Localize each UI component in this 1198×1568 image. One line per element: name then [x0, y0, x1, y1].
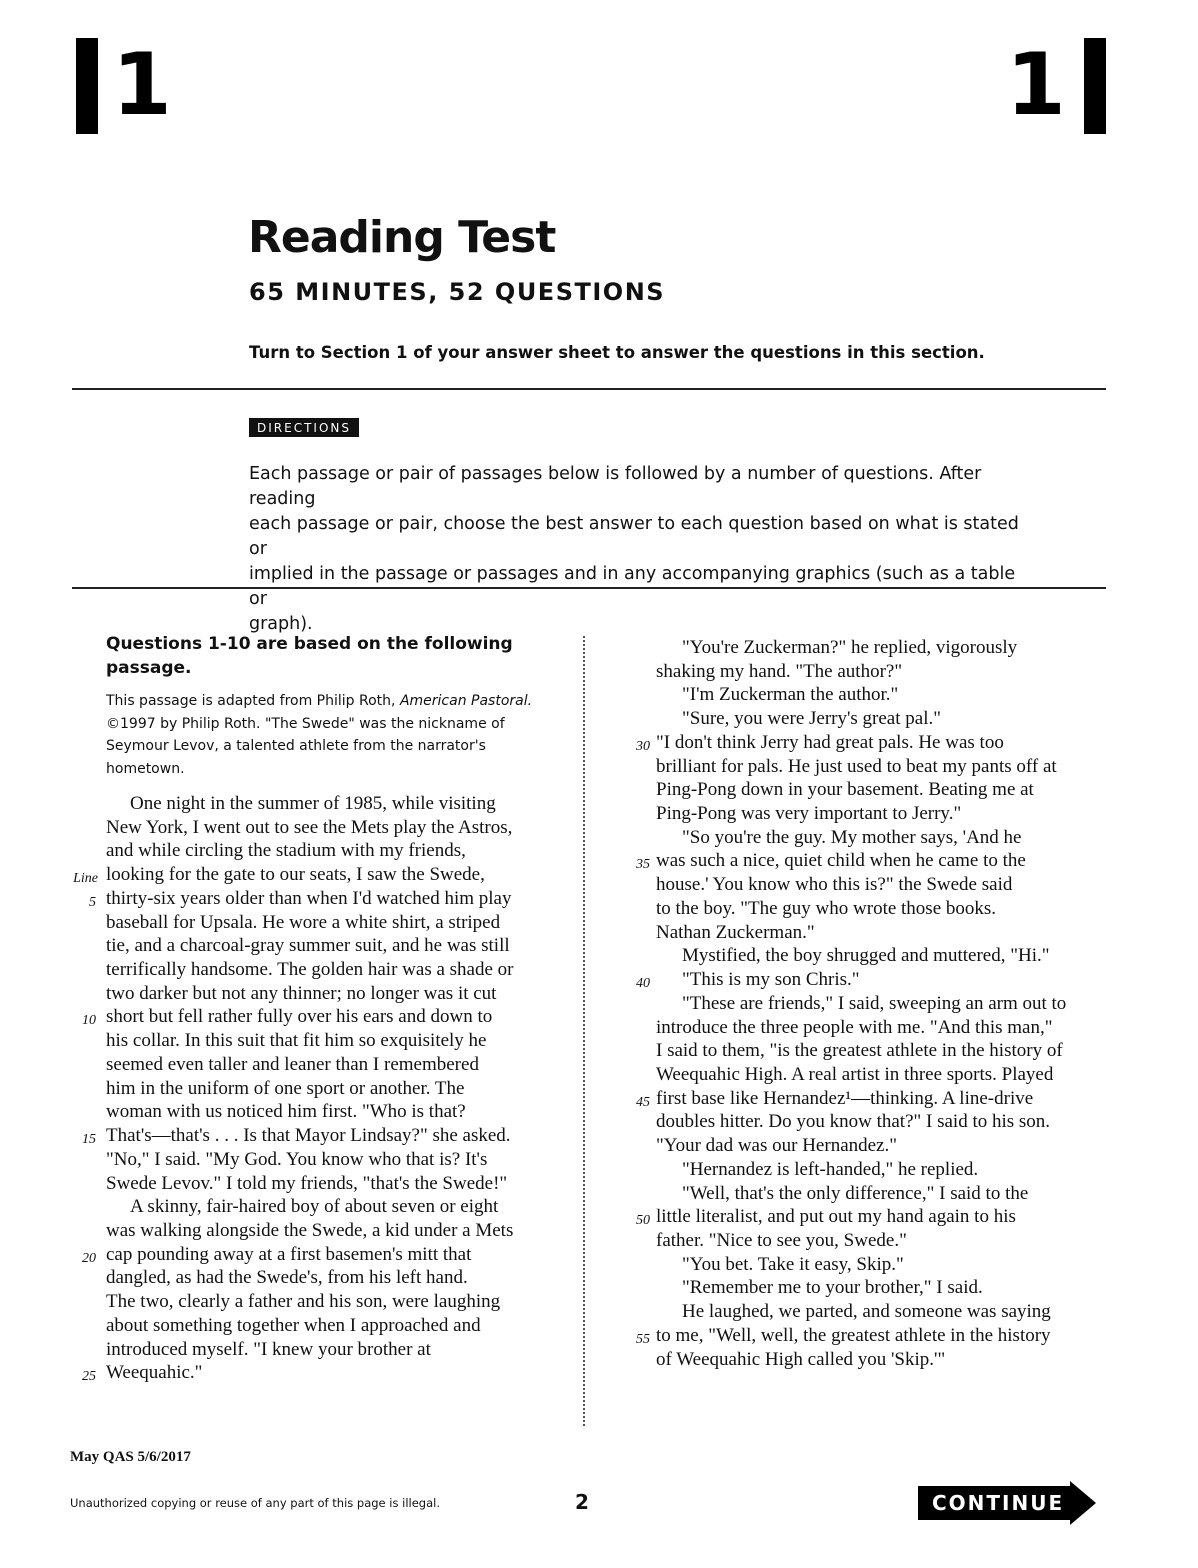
passage-line: "So you're the guy. My mother says, 'And he: [682, 826, 1022, 848]
book-title: American Pastoral.: [399, 693, 533, 709]
questions-header-line: passage.: [106, 658, 192, 678]
passage-line: Ping-Pong was very important to Jerry.": [656, 803, 962, 825]
directions-label: DIRECTIONS: [249, 418, 359, 437]
passage-line: to the boy. "The guy who wrote those books.: [656, 897, 997, 919]
continue-banner: [918, 1481, 1096, 1525]
passage-line: was walking alongside the Swede, a kid under a Mets: [106, 1219, 514, 1241]
line-number: 35: [636, 857, 650, 873]
passage-line: dangled, as had the Swede's, from his left hand.: [106, 1267, 468, 1289]
passage-line: Weequahic High. A real artist in three sports. Played: [656, 1063, 1054, 1085]
section-number-left: 1: [112, 35, 172, 135]
line-number: 5: [89, 894, 96, 910]
directions-line: implied in the passage or passages and in any accompanying graphics (such as a table or: [249, 564, 1016, 609]
passage-line: "No," I said. "My God. You know who that is? It's: [106, 1148, 488, 1170]
passage-line: Weequahic.": [106, 1362, 203, 1384]
passage-line: to me, "Well, well, the greatest athlete in the history: [656, 1324, 1051, 1346]
line-number: 20: [82, 1250, 96, 1266]
line-number: 55: [636, 1331, 650, 1347]
copyright-notice: Unauthorized copying or reuse of any part of this page is illegal.: [70, 1496, 440, 1510]
passage-line: of Weequahic High called you 'Skip.'": [656, 1348, 946, 1370]
passage-line: "Well, that's the only difference," I said to the: [682, 1182, 1029, 1204]
directions-line: each passage or pair, choose the best answer to each question based on what is stated or: [249, 514, 1019, 559]
passage-line: "You're Zuckerman?" he replied, vigorously: [682, 637, 1018, 658]
passage-line: house.' You know who this is?" the Swede said: [656, 874, 1013, 896]
passage-line: looking for the gate to our seats, I saw the Swede,: [106, 864, 485, 886]
passage-line: little literalist, and put out my hand again to his: [656, 1206, 1016, 1228]
passage-line: "These are friends," I said, sweeping an arm out to: [682, 992, 1067, 1014]
passage-line: I said to them, "is the greatest athlete in the history of: [656, 1040, 1063, 1062]
passage-line: "Your dad was our Hernandez.": [656, 1135, 897, 1157]
line-number: 10: [82, 1013, 96, 1029]
questions-header-line: Questions 1-10 are based on the following: [106, 634, 513, 654]
line-number: 30: [636, 738, 650, 754]
section-number-right: 1: [1006, 35, 1066, 135]
passage-line: thirty-six years older than when I'd watched him play: [106, 887, 512, 909]
intro-line: This passage is adapted from Philip Roth, American Pastoral.: [106, 693, 533, 709]
passage-line: That's—that's . . . Is that Mayor Lindsay?" she asked.: [106, 1125, 511, 1147]
passage-line: his collar. In this suit that fit him so exquisitely he: [106, 1030, 487, 1052]
passage-line: terrifically handsome. The golden hair was a shade or: [106, 959, 514, 981]
passage-line: He laughed, we parted, and someone was saying: [682, 1301, 1051, 1323]
intro-line: ©1997 by Philip Roth. "The Swede" was the nickname of: [106, 715, 505, 732]
passage-line: shaking my hand. "The author?": [656, 660, 903, 682]
page-title: Reading Test: [248, 212, 556, 263]
passage-line: tie, and a charcoal-gray summer suit, and he was still: [106, 935, 510, 957]
intro-line: Seymour Levov, a talented athlete from the narrator's: [106, 738, 486, 754]
passage-line: A skinny, fair-haired boy of about seven or eight: [130, 1196, 499, 1218]
passage-line: "I'm Zuckerman the author.": [682, 684, 899, 706]
passage-line: was such a nice, quiet child when he came to the: [656, 850, 1026, 872]
passage-line: "You bet. Take it easy, Skip.": [682, 1253, 904, 1275]
passage-line: "Hernandez is left-handed," he replied.: [682, 1158, 979, 1180]
passage-line: baseball for Upsala. He wore a white shirt, a striped: [106, 911, 501, 933]
passage-line: him in the uniform of one sport or another. The: [106, 1077, 465, 1099]
passage-line: One night in the summer of 1985, while visiting: [130, 793, 496, 814]
line-number: 50: [636, 1213, 650, 1229]
passage-line: short but fell rather fully over his ears and down to: [106, 1006, 493, 1028]
line-label: Line: [73, 871, 98, 887]
intro-line: hometown.: [106, 760, 185, 777]
directions-line: Each passage or pair of passages below is followed by a number of questions. After reading: [249, 464, 982, 509]
passage-line: Nathan Zuckerman.": [656, 921, 815, 943]
passage-line: first base like Hernandez¹—thinking. A line-drive: [656, 1087, 1034, 1109]
passage-line: New York, I went out to see the Mets play the Astros,: [106, 816, 513, 838]
passage-line: "Sure, you were Jerry's great pal.": [682, 708, 941, 730]
date-code: May QAS 5/6/2017: [70, 1449, 191, 1465]
passage-line: "This is my son Chris.": [682, 969, 860, 991]
line-number: 45: [636, 1094, 650, 1110]
passage-line: and while circling the stadium with my friends,: [106, 840, 466, 862]
passage-line: seemed even taller and leaner than I remembered: [106, 1053, 479, 1075]
passage-line: "I don't think Jerry had great pals. He was too: [656, 731, 1004, 753]
passage-line: introduced myself. "I knew your brother at: [106, 1338, 431, 1360]
passage-line: "Remember me to your brother," I said.: [682, 1277, 983, 1299]
line-number: 40: [636, 976, 650, 992]
passage-line: cap pounding away at a first basemen's mitt that: [106, 1243, 472, 1265]
passage-line: Mystified, the boy shrugged and muttered, "Hi.": [682, 945, 1050, 967]
passage-line: The two, clearly a father and his son, were laughing: [106, 1291, 501, 1313]
passage-line: doubles hitter. Do you know that?" I said to his son.: [656, 1111, 1051, 1133]
passage-line: introduce the three people with me. "And this man,": [656, 1016, 1053, 1038]
turn-to-instruction: Turn to Section 1 of your answer sheet to answer the questions in this section.: [249, 343, 985, 362]
passage-line: about something together when I approached and: [106, 1314, 481, 1336]
continue-label: CONTINUE: [932, 1491, 1065, 1515]
passage-line: Swede Levov." I told my friends, "that's the Swede!": [106, 1172, 508, 1194]
passage-line: Ping-Pong down in your basement. Beating me at: [656, 779, 1034, 801]
directions-line: graph).: [249, 614, 313, 634]
page-subtitle: 65 MINUTES, 52 QUESTIONS: [249, 278, 666, 306]
passage-line: brilliant for pals. He just used to beat my pants off at: [656, 755, 1057, 777]
passage-line: father. "Nice to see you, Swede.": [656, 1230, 907, 1251]
page-number: 2: [575, 1490, 589, 1514]
passage-line: woman with us noticed him first. "Who is that?: [106, 1101, 466, 1123]
line-number: 25: [82, 1369, 96, 1385]
line-number: 15: [82, 1132, 96, 1148]
passage-line: two darker but not any thinner; no longer was it cut: [106, 982, 497, 1004]
